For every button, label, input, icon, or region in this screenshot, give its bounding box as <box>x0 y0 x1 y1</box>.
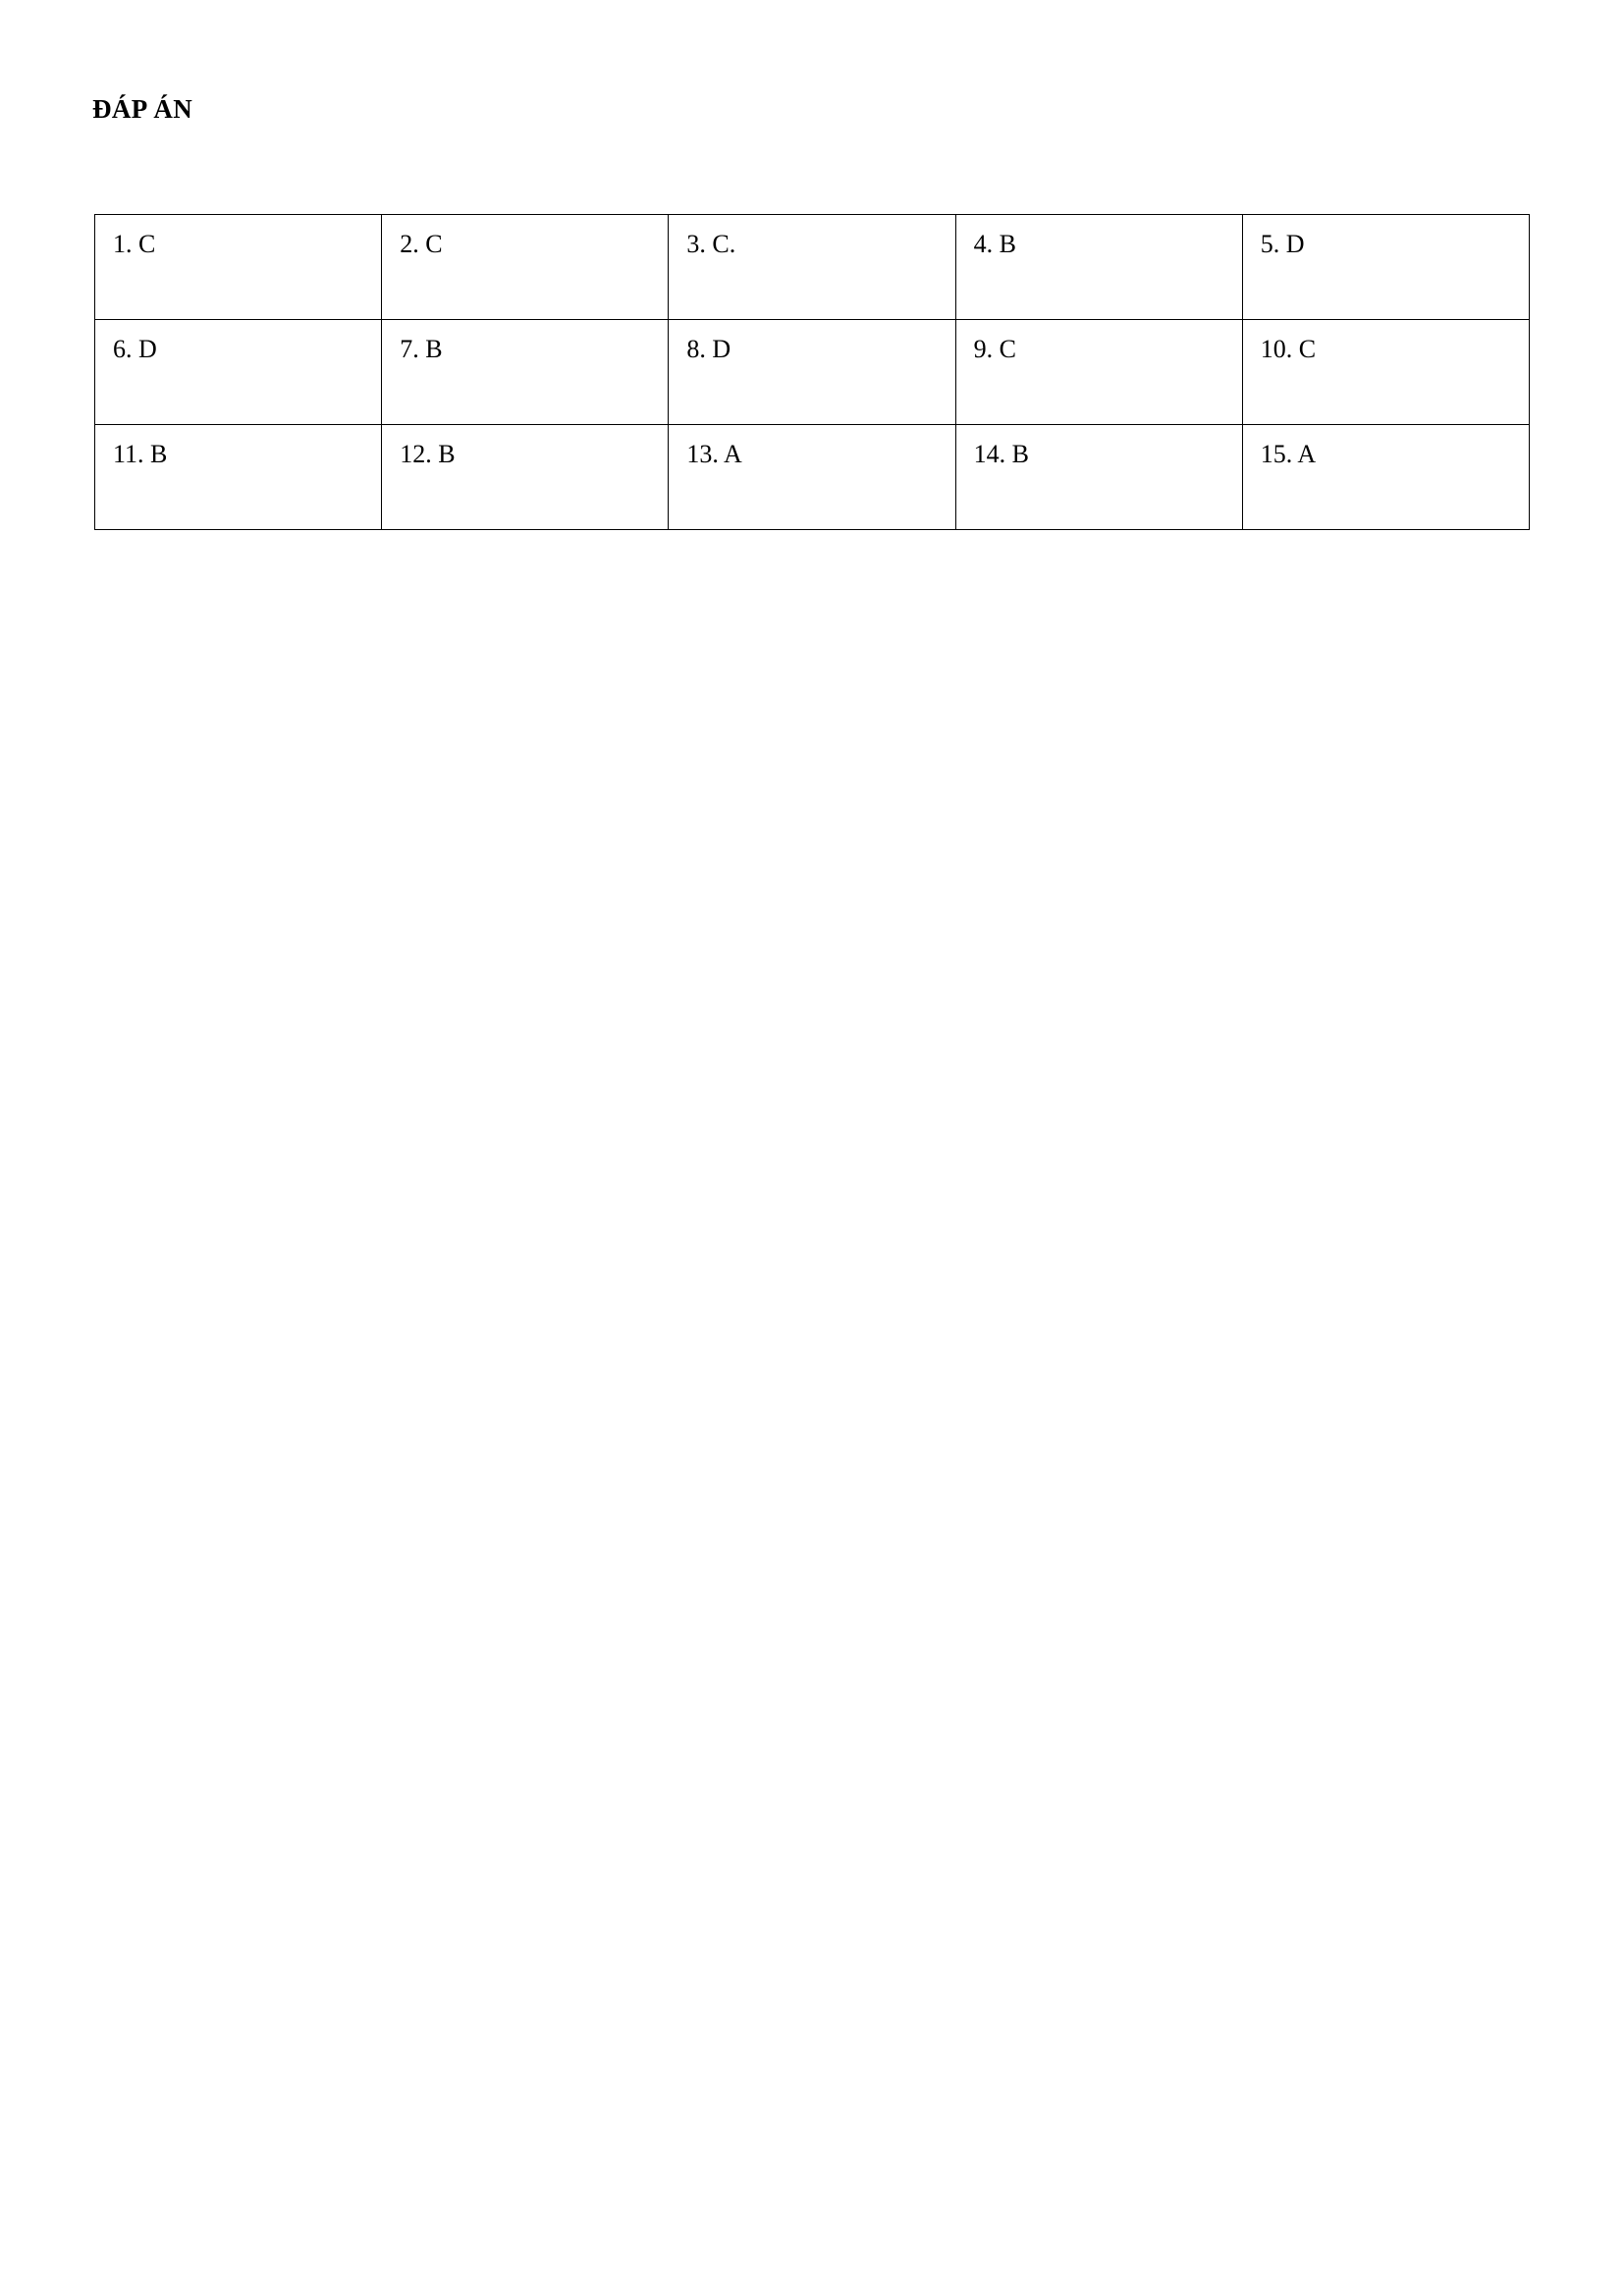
answer-cell-8: 8. D <box>669 320 955 425</box>
table-row <box>95 425 1530 530</box>
page-title: ĐÁP ÁN <box>92 94 193 124</box>
table-row <box>95 320 1530 425</box>
answer-cell-13: 13. A <box>669 425 955 530</box>
answer-cell-12: 12. B <box>382 425 669 530</box>
answer-cell-4: 4. B <box>955 215 1242 320</box>
table-row <box>95 215 1530 320</box>
answer-cell-1: 1. C <box>95 215 382 320</box>
answer-cell-14: 14. B <box>955 425 1242 530</box>
answer-cell-15: 15. A <box>1242 425 1529 530</box>
answer-cell-11: 11. B <box>95 425 382 530</box>
answer-cell-3: 3. C. <box>669 215 955 320</box>
answer-cell-5: 5. D <box>1242 215 1529 320</box>
answer-cell-7: 7. B <box>382 320 669 425</box>
answer-key-table <box>94 214 1530 530</box>
answer-cell-10: 10. C <box>1242 320 1529 425</box>
answer-cell-2: 2. C <box>382 215 669 320</box>
answer-cell-6: 6. D <box>95 320 382 425</box>
answer-cell-9: 9. C <box>955 320 1242 425</box>
